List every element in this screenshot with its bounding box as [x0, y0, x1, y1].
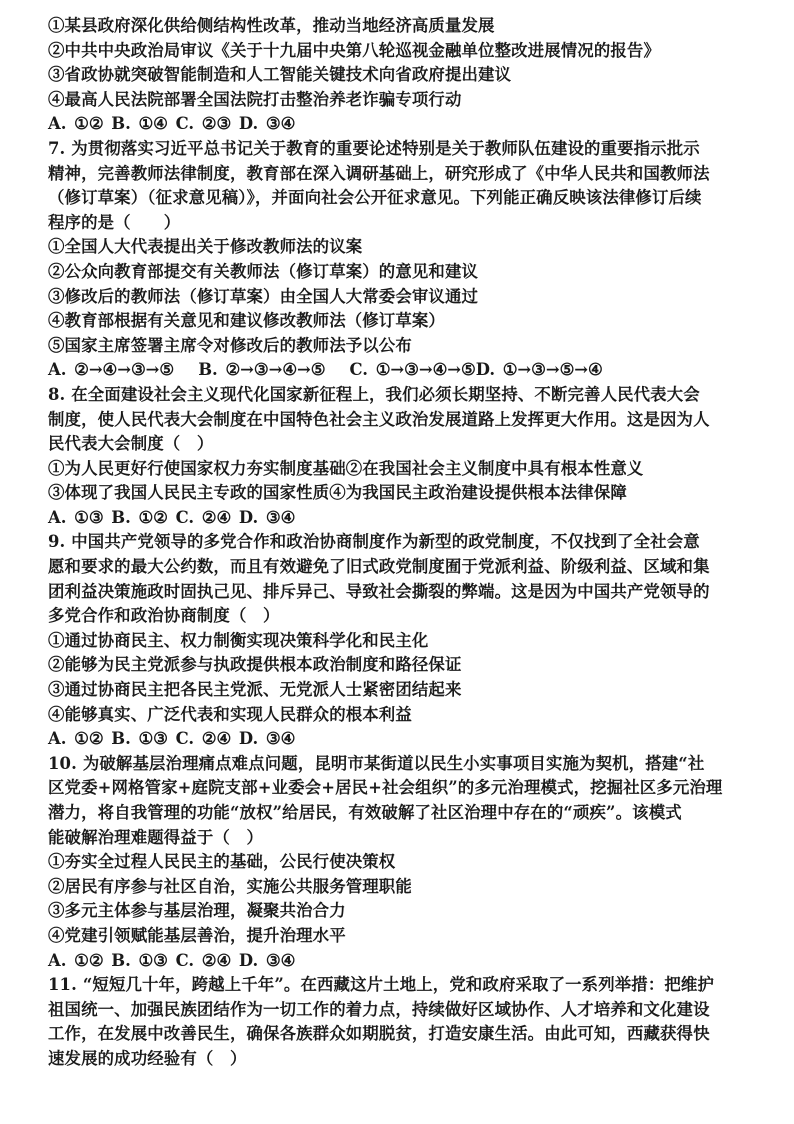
question-stem-line: 区党委+网格管家+庭院支部+业委会+居民+社会组织”的多元治理模式，挖掘社区多元治理: [48, 778, 723, 798]
question-stem-line: 团利益决策施政时固执己见、排斥异己、导致社会撕裂的弊端。这是因为中国共产党领导的: [48, 581, 710, 601]
question-stem-line: 9. 中国共产党领导的多党合作和政治协商制度作为新型的政党制度，不仅找到了全社会意: [48, 532, 700, 552]
question-stem-line: 祖国统一、加强民族团结作为一切工作的着力点，持续做好区域协作、人才培养和文化建设: [48, 999, 710, 1019]
answer-choices: A. ②→④→③→⑤ B. ②→③→④→⑤ C. ①→③→④→⑤D. ①→③→⑤→④: [48, 360, 603, 380]
exam-page: [48, 14, 768, 1072]
option-item: ④教育部根据有关意见和建议修改教师法（修订草案）: [48, 311, 445, 331]
option-item: ②中共中央政治局审议《关于十九届中央第八轮巡视金融单位整改进展情况的报告》: [48, 40, 661, 60]
option-item: ③修改后的教师法（修订草案）由全国人大常委会审议通过: [48, 286, 479, 306]
option-item: ①某县政府深化供给侧结构性改革，推动当地经济高质量发展: [48, 16, 495, 35]
answer-choices: A. ①② B. ①③ C. ②④ D. ③④: [48, 729, 296, 749]
question-stem-line: 民代表大会制度（ ）: [48, 434, 214, 454]
question-stem-line: 愿和要求的最大公约数，而且有效避免了旧式政党制度囿于党派利益、阶级利益、区域和集: [48, 557, 710, 577]
question-stem-line: 潜力，将自我管理的功能“放权”给居民，有效破解了社区治理中存在的“顽疾”。该模式: [48, 803, 682, 822]
question-stem-line: 制度，使人民代表大会制度在中国特色社会主义政治发展道路上发挥更大作用。这是因为人: [48, 409, 710, 429]
question-stem-line: 11. “短短几十年，跨越上千年”。在西藏这片土地上，党和政府采取了一系列举措：把维护: [48, 975, 714, 995]
question-stem-line: 程序的是（ ）: [48, 212, 181, 232]
question-stem-line: 能破解治理难题得益于（ ）: [48, 827, 264, 847]
question-9: [48, 530, 768, 751]
option-item: ④最高人民法院部署全国法院打击整治养老诈骗专项行动: [48, 89, 462, 109]
option-item: ②能够为民主党派参与执政提供根本政治制度和路径保证: [48, 655, 462, 675]
question-stem-line: 10. 为破解基层治理痛点难点问题，昆明市某街道以民生小实事项目实施为契机，搭建“社: [48, 753, 705, 773]
question-11: [48, 973, 768, 1071]
option-item: ②公众向教育部提交有关教师法（修订草案）的意见和建议: [48, 261, 479, 281]
option-item: ①全国人大代表提出关于修改教师法的议案: [48, 237, 363, 257]
option-item: ④能够真实、广泛代表和实现人民群众的根本利益: [48, 704, 412, 724]
option-item: ③体现了我国人民民主专政的国家性质④为我国民主政治建设提供根本法律保障: [48, 483, 627, 503]
answer-choices: A. ①③ B. ①② C. ②④ D. ③④: [48, 507, 296, 527]
question-stem-line: 工作，在发展中改善民生，确保各族群众如期脱贫，打造安康生活。由此可知，西藏获得快: [48, 1024, 710, 1044]
question-8: [48, 383, 768, 531]
question-stem-line: 速发展的成功经验有（ ）: [48, 1048, 247, 1068]
option-item: ③省政协就突破智能制造和人工智能关键技术向省政府提出建议: [48, 65, 512, 85]
answer-choices: A. ①② B. ①④ C. ②③ D. ③④: [48, 114, 296, 134]
question-stem-line: 7. 为贯彻落实习近平总书记关于教育的重要论述特别是关于教师队伍建设的重要指示批示: [48, 138, 700, 158]
question-7: [48, 137, 768, 383]
answer-choices: A. ①② B. ①③ C. ②④ D. ③④: [48, 950, 296, 970]
option-item: ①夯实全过程人民民主的基础，公民行使决策权: [48, 852, 396, 872]
question-6-tail: [48, 14, 768, 137]
option-item: ④党建引领赋能基层善治，提升治理水平: [48, 925, 346, 945]
question-stem-line: （修订草案）（征求意见稿）》，并面向社会公开征求意见。下列能正确反映该法律修订后续: [48, 188, 702, 208]
question-stem-line: 8. 在全面建设社会主义现代化国家新征程上，我们必须长期坚持、不断完善人民代表大会: [48, 384, 700, 404]
option-item: ②居民有序参与社区自治，实施公共服务管理职能: [48, 876, 412, 896]
question-10: [48, 752, 768, 973]
option-item: ③通过协商民主把各民主党派、无党派人士紧密团结起来: [48, 680, 462, 700]
option-item: ⑤国家主席签署主席令对修改后的教师法予以公布: [48, 335, 412, 355]
option-item: ①通过协商民主、权力制衡实现决策科学化和民主化: [48, 630, 429, 650]
option-item: ③多元主体参与基层治理，凝聚共治合力: [48, 901, 346, 921]
question-stem-line: 多党合作和政治协商制度（ ）: [48, 606, 280, 626]
option-item: ①为人民更好行使国家权力夯实制度基础②在我国社会主义制度中具有根本性意义: [48, 458, 644, 478]
question-stem-line: 精神，完善教师法律制度，教育部在深入调研基础上，研究形成了《中华人民共和国教师法: [48, 163, 710, 183]
